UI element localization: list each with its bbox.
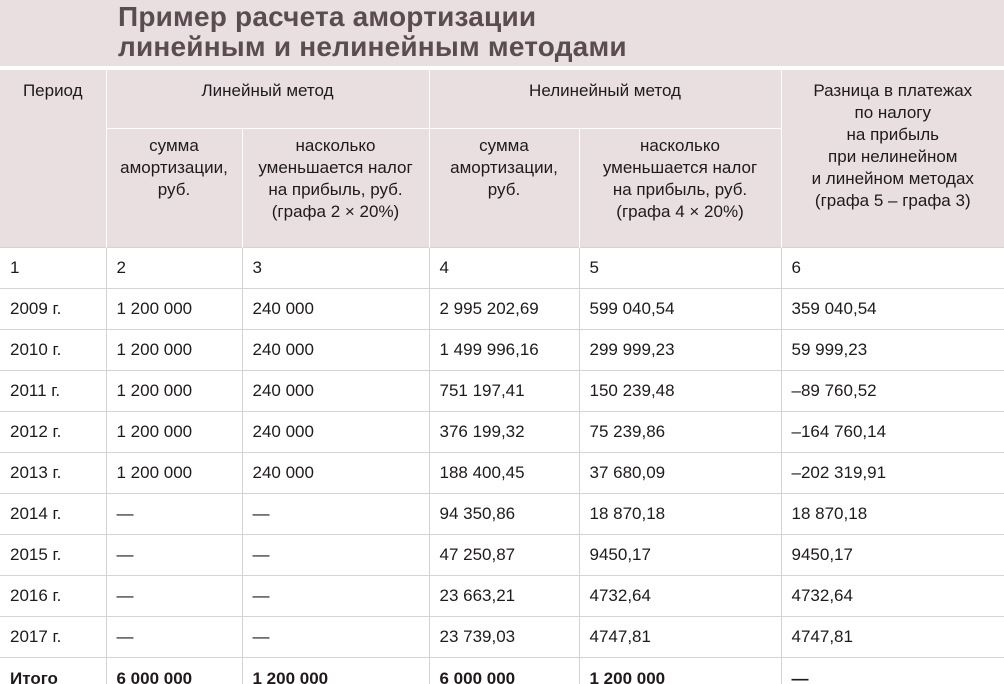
table-row [0,494,1004,535]
cell-linear-tax: 240 000 [242,412,429,453]
cell-period: 2013 г. [0,453,106,494]
header-nonlinear-tax-reduction: насколько уменьшается налог на прибыль, руб. (графа 4 × 20%) [579,129,781,248]
cell-linear-amount: 1 200 000 [106,371,242,412]
cell-difference: –89 760,52 [781,371,1004,412]
cell-linear-amount: 1 200 000 [106,289,242,330]
cell-nonlinear-tax: 4747,81 [579,617,781,658]
cell-nonlinear-tax: 37 680,09 [579,453,781,494]
cell-period: 2015 г. [0,535,106,576]
header-tax-difference: Разница в платежах по налогу на прибыль при нелинейном и линейном методах (графа 5 – графа 3) [781,70,1004,248]
cell-linear-amount: 1 200 000 [106,412,242,453]
cell-nonlinear-amount: 2 995 202,69 [429,289,579,330]
cell-linear-tax: — [242,576,429,617]
table-row [0,535,1004,576]
depreciation-table [0,70,1004,684]
column-number: 1 [0,248,106,289]
depreciation-table-wrapper [0,70,1004,684]
cell-period: 2017 г. [0,617,106,658]
total-label: Итого [0,658,106,684]
cell-nonlinear-tax: 599 040,54 [579,289,781,330]
cell-difference: 4747,81 [781,617,1004,658]
cell-period: 2010 г. [0,330,106,371]
total-linear-amount: 6 000 000 [106,658,242,684]
cell-period: 2009 г. [0,289,106,330]
header-linear-amount: сумма амортизации, руб. [106,129,242,248]
cell-nonlinear-amount: 188 400,45 [429,453,579,494]
cell-nonlinear-amount: 376 199,32 [429,412,579,453]
cell-linear-tax: 240 000 [242,330,429,371]
column-number: 2 [106,248,242,289]
cell-linear-tax: 240 000 [242,289,429,330]
cell-nonlinear-tax: 299 999,23 [579,330,781,371]
title-band [0,0,1004,66]
header-nonlinear-method: Нелинейный метод [429,70,781,129]
cell-nonlinear-amount: 47 250,87 [429,535,579,576]
cell-difference: 359 040,54 [781,289,1004,330]
header-linear-method: Линейный метод [106,70,429,129]
cell-linear-tax: — [242,535,429,576]
cell-linear-amount: — [106,535,242,576]
cell-nonlinear-tax: 75 239,86 [579,412,781,453]
cell-period: 2014 г. [0,494,106,535]
header-period: Период [0,70,106,248]
table-row [0,371,1004,412]
cell-linear-amount: — [106,617,242,658]
table-row [0,453,1004,494]
cell-nonlinear-amount: 94 350,86 [429,494,579,535]
table-row [0,617,1004,658]
table-body [0,248,1004,684]
table-row [0,289,1004,330]
cell-difference: 4732,64 [781,576,1004,617]
column-number: 5 [579,248,781,289]
column-number: 4 [429,248,579,289]
column-number-row [0,248,1004,289]
cell-linear-amount: 1 200 000 [106,453,242,494]
cell-linear-amount: 1 200 000 [106,330,242,371]
cell-difference: –202 319,91 [781,453,1004,494]
cell-difference: 18 870,18 [781,494,1004,535]
cell-nonlinear-amount: 1 499 996,16 [429,330,579,371]
cell-nonlinear-amount: 23 663,21 [429,576,579,617]
cell-linear-amount: — [106,494,242,535]
cell-linear-tax: 240 000 [242,453,429,494]
header-nonlinear-amount: сумма амортизации, руб. [429,129,579,248]
total-nonlinear-tax: 1 200 000 [579,658,781,684]
cell-nonlinear-tax: 18 870,18 [579,494,781,535]
cell-nonlinear-amount: 751 197,41 [429,371,579,412]
column-number: 6 [781,248,1004,289]
cell-nonlinear-tax: 150 239,48 [579,371,781,412]
cell-difference: 59 999,23 [781,330,1004,371]
table-row [0,330,1004,371]
header-linear-tax-reduction: насколько уменьшается налог на прибыль, руб. (графа 2 × 20%) [242,129,429,248]
total-nonlinear-amount: 6 000 000 [429,658,579,684]
cell-linear-tax: 240 000 [242,371,429,412]
cell-difference: 9450,17 [781,535,1004,576]
table-header [0,70,1004,248]
cell-period: 2012 г. [0,412,106,453]
cell-nonlinear-amount: 23 739,03 [429,617,579,658]
cell-linear-tax: — [242,494,429,535]
cell-nonlinear-tax: 9450,17 [579,535,781,576]
cell-nonlinear-tax: 4732,64 [579,576,781,617]
total-row [0,658,1004,684]
cell-difference: –164 760,14 [781,412,1004,453]
column-number: 3 [242,248,429,289]
cell-period: 2016 г. [0,576,106,617]
cell-linear-amount: — [106,576,242,617]
total-linear-tax: 1 200 000 [242,658,429,684]
cell-linear-tax: — [242,617,429,658]
total-difference: — [781,658,1004,684]
table-row [0,412,1004,453]
title-line-2: линейным и нелинейным методами [118,31,627,62]
table-row [0,576,1004,617]
cell-period: 2011 г. [0,371,106,412]
title-line-1: Пример расчета амортизации [118,1,537,32]
